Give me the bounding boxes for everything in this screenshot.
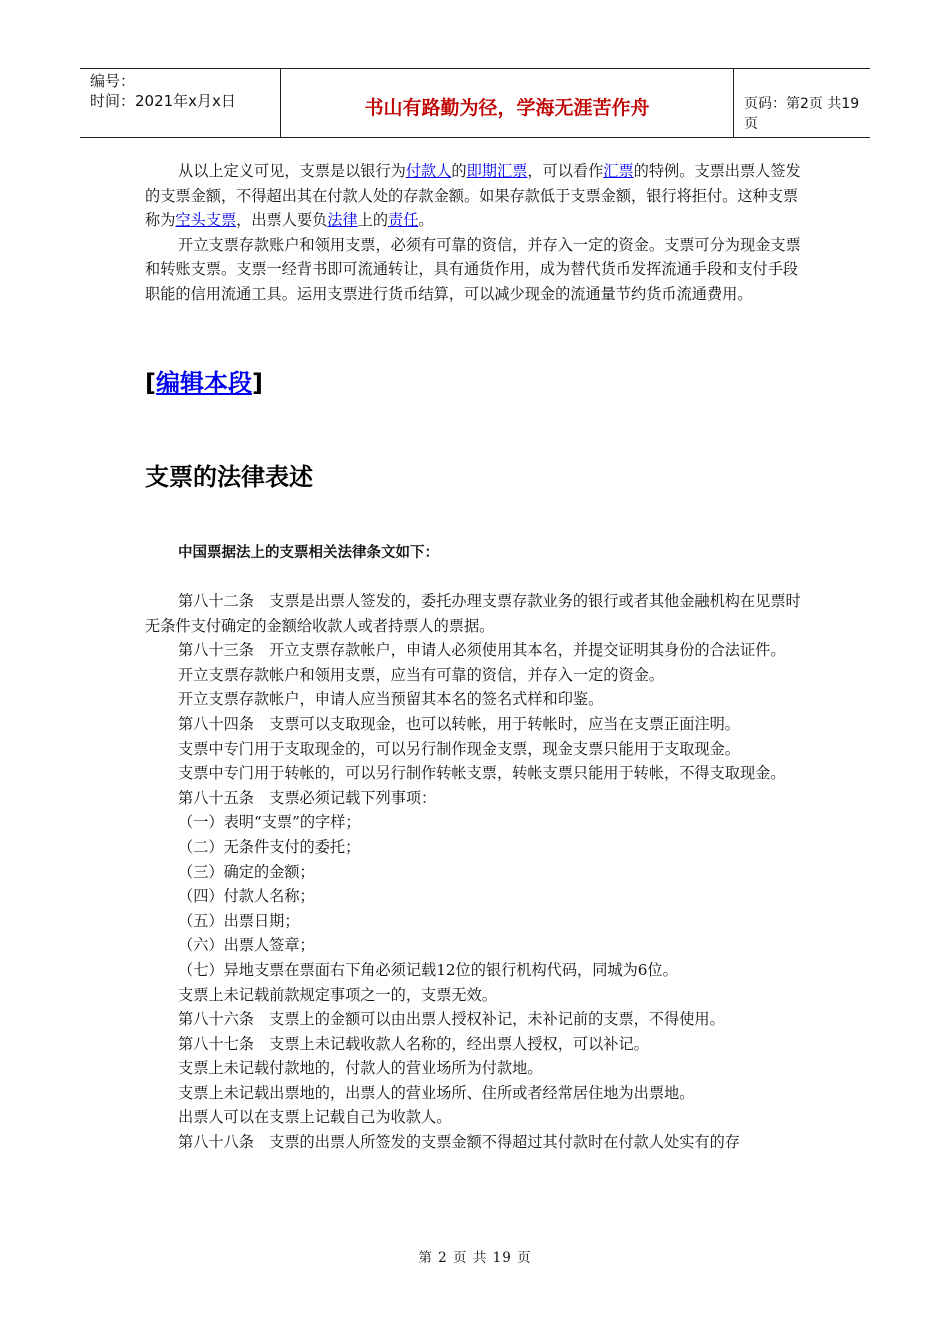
article-85-item-5: （五）出票日期； xyxy=(178,911,300,930)
article-84: 第八十四条 支票可以支取现金，也可以转帐，用于转帐时，应当在支票正面注明。 xyxy=(178,714,740,733)
article-88: 第八十八条 支票的出票人所签发的支票金额不得超过其付款时在付款人处实有的存 xyxy=(178,1133,740,1152)
text-span: ，出票人要负 xyxy=(236,211,328,229)
article-84-para-2: 支票中专门用于支取现金的，可以另行制作现金支票，现金支票只能用于支取现金。 xyxy=(178,739,740,758)
link-law[interactable]: 法律 xyxy=(327,211,358,229)
article-85-item-6: （六）出票人签章； xyxy=(178,936,315,955)
edit-section-link[interactable]: 编辑本段 xyxy=(155,369,252,397)
intro-paragraph-2: 开立支票存款账户和领用支票，必须有可靠的资信，并存入一定的资金。支票可分为现金支票和转账支票。支票一经背书即可流通转让，具有通货作用，成为替代货币发挥流通手段和支付手段职能的信用流通工具。运用支票进行货币结算，可以减少现金的流通量节约货币流通费用。 xyxy=(145,235,801,303)
article-87-para-2: 支票上未记载付款地的，付款人的营业场所为付款地。 xyxy=(178,1059,543,1078)
article-87: 第八十七条 支票上未记载收款人名称的，经出票人授权，可以补记。 xyxy=(178,1034,649,1053)
intro-paragraph-1 xyxy=(145,159,813,233)
link-payer[interactable]: 付款人 xyxy=(405,162,452,180)
article-85-item-2: （二）无条件支付的委托； xyxy=(178,837,361,856)
article-82: 第八十二条 支票是出票人签发的，委托办理支票存款业务的银行或者其他金融机构在见票时无条件支付确定的金额给收款人或者持票人的票据。 xyxy=(145,592,801,635)
header-motto: 书山有路勤为径，学海无涯苦作舟 xyxy=(364,97,650,119)
article-85-para-2: 支票上未记载前款规定事项之一的，支票无效。 xyxy=(178,985,497,1004)
link-draft[interactable]: 汇票 xyxy=(603,162,634,180)
text-span: 的 xyxy=(451,162,467,180)
article-87-para-4: 出票人可以在支票上记载自己为收款人。 xyxy=(178,1108,452,1127)
document-number-label: 编号： xyxy=(90,72,136,90)
edit-section xyxy=(145,363,263,398)
article-83-para-2: 开立支票存款帐户和领用支票，应当有可靠的资信，并存入一定的资金。 xyxy=(178,665,664,684)
text-span: ，可以看作 xyxy=(527,162,604,180)
header-page-cell xyxy=(734,69,870,137)
article-85-item-3: （三）确定的金额； xyxy=(178,862,315,881)
page-footer: 第 2 页 共 19 页 xyxy=(418,1250,532,1266)
intro-text xyxy=(145,159,813,306)
article-85-item-1: （一）表明“支票”的字样； xyxy=(178,813,361,832)
document-time-label: 时间：2021年x月x日 xyxy=(90,92,236,110)
article-86: 第八十六条 支票上的金额可以由出票人授权补记，未补记前的支票，不得使用。 xyxy=(178,1010,725,1029)
article-83: 第八十三条 开立支票存款帐户，申请人必须使用其本名，并提交证明其身份的合法证件。 xyxy=(178,641,786,660)
link-bounced-check[interactable]: 空头支票 xyxy=(175,211,237,229)
link-sight-draft[interactable]: 即期汇票 xyxy=(466,162,528,180)
article-87-para-3: 支票上未记载出票地的，出票人的营业场所、住所或者经常居住地为出票地。 xyxy=(178,1083,695,1102)
header-meta-cell xyxy=(80,69,280,137)
law-articles xyxy=(145,589,813,1155)
text-span: 。 xyxy=(418,211,434,229)
bracket-open: [ xyxy=(145,369,156,397)
document-header xyxy=(80,68,870,138)
article-85-item-7: （七）异地支票在票面右下角必须记载12位的银行机构代码，同城为6位。 xyxy=(178,960,678,979)
sub-heading: 中国票据法上的支票相关法律条文如下： xyxy=(178,545,439,561)
text-span: 上的 xyxy=(357,211,388,229)
article-83-para-3: 开立支票存款帐户，申请人应当预留其本名的签名式样和印鉴。 xyxy=(178,690,604,709)
text-span: 从以上定义可见，支票是以银行为 xyxy=(178,162,406,180)
section-title: 支票的法律表述 xyxy=(145,463,313,491)
article-84-para-3: 支票中专门用于转帐的，可以另行制作转帐支票，转帐支票只能用于转帐，不得支取现金。 xyxy=(178,764,786,783)
text-span: 的特例。支票出票人签发的支票金额，不得超出其在付款人处的存款金额。如果存款低于支票金额，银行将拒付。这种支票称为 xyxy=(145,162,801,229)
article-85: 第八十五条 支票必须记载下列事项： xyxy=(178,788,437,807)
header-motto-cell xyxy=(280,69,734,137)
header-page-number: 页码：第2页 共19页 xyxy=(744,96,860,132)
bracket-close: ] xyxy=(251,369,263,397)
link-liability[interactable]: 责任 xyxy=(388,211,419,229)
article-85-item-4: （四）付款人名称； xyxy=(178,887,315,906)
